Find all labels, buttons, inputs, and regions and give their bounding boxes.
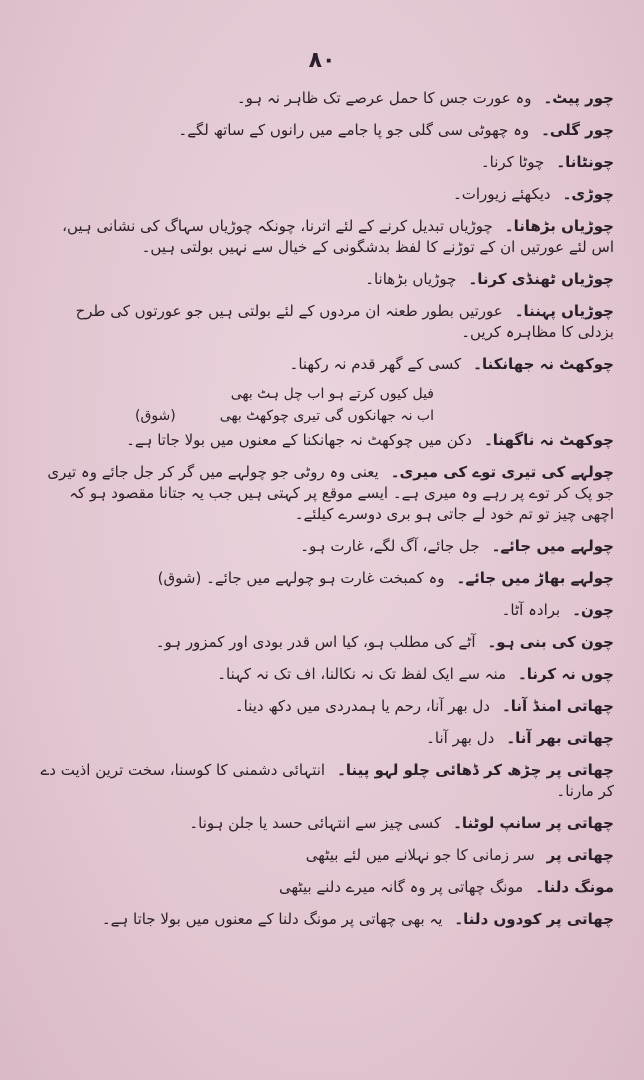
entry	[40, 696, 614, 717]
entry-definition: منہ سے ایک لفظ تک نہ نکالنا، اف تک نہ کہنا۔	[217, 665, 506, 683]
entry	[40, 536, 614, 557]
entry-term: چھاتی امنڈ آنا۔	[501, 697, 614, 715]
entry	[40, 301, 614, 343]
entry	[40, 269, 614, 290]
dictionary-entries	[40, 88, 614, 941]
verse-line-2: اب نہ جھانکوں گی تیری چوکھٹ بھی	[219, 408, 434, 424]
entry	[40, 813, 614, 834]
entry-definition: چوٹا کرنا۔	[480, 153, 545, 171]
entry	[40, 354, 614, 375]
entry-term: چھاتی بھر آنا۔	[506, 729, 614, 747]
entry-term: چور گلی۔	[541, 121, 614, 139]
verse-author: (شوق)	[135, 408, 176, 424]
entry-term: چون۔	[572, 601, 614, 619]
entry-definition: کسی کے گھر قدم نہ رکھنا۔	[289, 355, 462, 373]
entry-term: چوڑیاں ٹھنڈی کرنا۔	[468, 270, 614, 288]
entry-term: چھاتی پر	[546, 846, 614, 864]
verse-line-1: فیل کیوں کرتے ہو اب چل ہٹ بھی	[230, 386, 434, 402]
entry	[40, 600, 614, 621]
page-number: ۸۰	[308, 48, 336, 73]
entry	[40, 909, 614, 930]
entry-term: چوکھٹ نہ جھانکنا۔	[473, 355, 614, 373]
entry	[40, 760, 614, 802]
verse-block	[40, 386, 614, 430]
entry	[40, 88, 614, 109]
entry-term: چوڑیاں پہننا۔	[514, 302, 614, 320]
entry	[40, 152, 614, 173]
entry-definition: عورتیں بطور طعنہ ان مردوں کے لئے بولتی ہیں جو عورتوں کی طرح بزدلی کا مظاہرہ کریں۔	[75, 302, 614, 341]
entry-term: چوڑیاں بڑھانا۔	[504, 217, 614, 235]
entry-definition: دکن میں چوکھٹ نہ جھانکنا کے معنوں میں بولا جاتا ہے۔	[126, 431, 472, 449]
entry-definition: چوڑیاں بڑھانا۔	[365, 270, 457, 288]
entry-term: چور پیٹ۔	[543, 89, 614, 107]
entry	[40, 877, 614, 898]
entry-definition: دل بھر آنا۔	[426, 729, 495, 747]
entry	[40, 632, 614, 653]
entry-definition: آٹے کی مطلب ہو، کیا اس قدر بودی اور کمزور ہو۔	[155, 633, 476, 651]
entry	[40, 120, 614, 141]
entry-term: چون کی بنی ہو۔	[487, 633, 614, 651]
entry	[40, 216, 614, 258]
entry	[40, 845, 614, 866]
entry-definition: وہ چھوٹی سی گلی جو پا جامے میں رانوں کے ساتھ لگے۔	[178, 121, 530, 139]
entry-definition: وہ کمبخت غارت ہو چولہے میں جائے۔ (شوق)	[157, 569, 445, 587]
entry-term: چوں نہ کرنا۔	[518, 665, 614, 683]
entry	[40, 462, 614, 525]
entry-definition: یعنی وہ روٹی جو چولہے میں گر کر جل جائے وہ تیری جو پک کر توے پر رہے وہ میری ہے۔ ایسے موقع پر کہتی ہیں جب یہ جتانا مقصود ہو کہ اچھی چیز تو تم خود لے جاتی ہو بری دوسرے کیلئے۔	[47, 463, 614, 523]
entry-term: چولہے کی تیری توے کی میری۔	[390, 463, 614, 481]
entry-definition: یہ بھی چھاتی پر مونگ دلنا کے معنوں میں بولا جاتا ہے۔	[101, 910, 443, 928]
entry	[40, 664, 614, 685]
entry-definition: مونگ چھاتی پر وہ گانہ میرے دلنے بیٹھی	[279, 878, 524, 896]
entry	[40, 430, 614, 451]
entry	[40, 568, 614, 589]
entry	[40, 728, 614, 749]
entry-definition: دل بھر آنا، رحم یا ہمدردی میں دکھ دینا۔	[234, 697, 490, 715]
entry-term: مونگ دلنا۔	[535, 878, 614, 896]
entry-definition: برادہ آٹا۔	[501, 601, 561, 619]
entry-term: چونٹانا۔	[556, 153, 614, 171]
entry-definition: چوڑیاں تبدیل کرنے کے لئے اترنا، چونکہ چوڑیاں سہاگ کی نشانی ہیں، اس لئے عورتیں ان کے توڑنے کا لفظ بدشگونی کے خیال سے نہیں بولتی ہیں۔	[62, 217, 614, 256]
entry-definition: دیکھئے زیورات۔	[452, 185, 551, 203]
entry	[40, 184, 614, 205]
entry-definition: جل جائے، آگ لگے، غارت ہو۔	[300, 537, 480, 555]
entry-definition: انتہائی دشمنی کا کوسنا، سخت ترین اذیت دے کر مارنا۔	[40, 761, 614, 800]
entry-term: چوکھٹ نہ ناگھنا۔	[483, 431, 614, 449]
entry-term: چھاتی پر چڑھ کر ڈھائی چلو لہو پینا۔	[337, 761, 614, 779]
entry-definition: سر زمانی کا جو نہلانے میں لئے بیٹھی	[305, 846, 535, 864]
entry-definition: کسی چیز سے انتہائی حسد یا جلن ہونا۔	[189, 814, 442, 832]
entry-term: چولہے بھاڑ میں جائے۔	[456, 569, 614, 587]
entry-definition: وہ عورت جس کا حمل عرصے تک ظاہر نہ ہو۔	[236, 89, 532, 107]
entry-term: چھاتی پر سانپ لوٹنا۔	[453, 814, 614, 832]
entry-term: چوڑی۔	[562, 185, 614, 203]
entry-term: چولہے میں جائے۔	[491, 537, 614, 555]
entry-term: چھاتی پر کودوں دلنا۔	[454, 910, 614, 928]
